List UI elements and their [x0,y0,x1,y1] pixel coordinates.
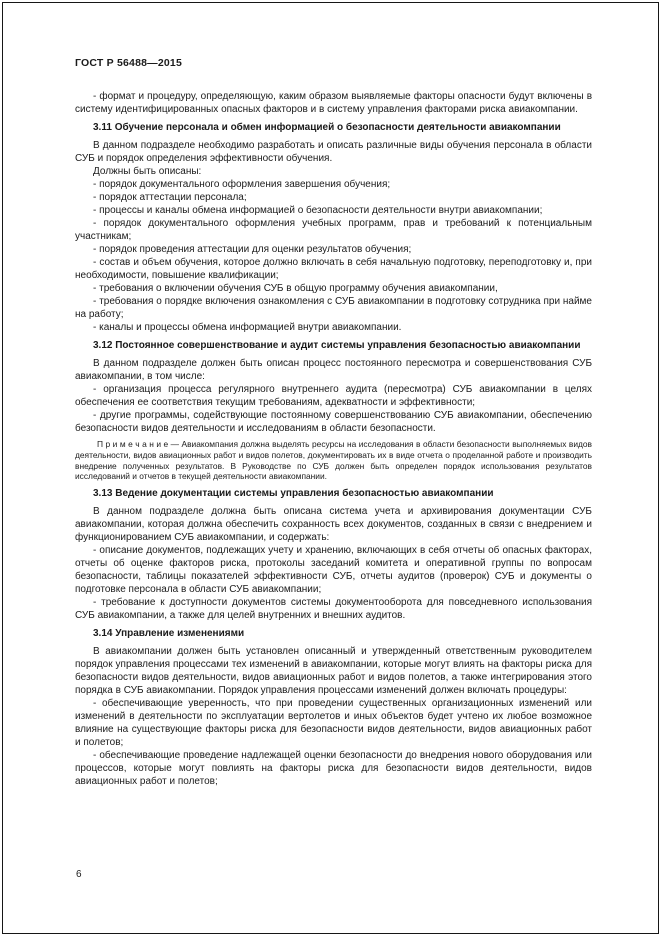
paragraph: - порядок документального оформления завершения обучения; [93,179,391,190]
section-heading: 3.11 Обучение персонала и обмен информацией о безопасности деятельности авиакомпании [93,122,561,133]
doc-number: ГОСТ Р 56488—2015 [75,57,183,69]
paragraph: - порядок документального оформления учебных программ, прав и требований к потенциальным участникам; [75,218,592,242]
paragraph: - организация процесса регулярного внутреннего аудита (пересмотра) СУБ авиакомпании в целях обеспечения ее соответствия текущим требованиям, адекватности и эффективности; [75,384,592,408]
paragraph: - требование к доступности документов системы документооборота для повседневного использования СУБ авиакомпании, а также для целей внутренних и внешних аудитов. [75,597,592,622]
section-heading: 3.13 Ведение документации системы управления безопасностью авиакомпании [93,488,494,500]
paragraph: - состав и объем обучения, которое должно включать в себя начальную подготовку, переподготовку и, при необходимости, повышение квалификации; [75,257,592,281]
paragraph: - формат и процедуру, определяющую, каким образом выявляемые факторы опасности будут включены в систему идентифицированных опасных факторов и в систему управления факторами риска авиакомпании. [75,91,592,115]
paragraph: - порядок аттестации персонала; [93,192,247,203]
section-heading: 3.12 Постоянное совершенствование и аудит системы управления безопасностью авиакомпании [93,340,581,351]
paragraph: В данном подразделе должна быть описана система учета и архивирования документации СУБ авиакомпании, которая должна обеспечить сохранность всех документов, созданных в связи с внедрением и функционированием СУБ авиакомпании, и содержать: [75,506,592,544]
paragraph: - обеспечивающие проведение надлежащей оценки безопасности до внедрения нового оборудования или процессов, которые могут повлиять на факторы риска для безопасности видов деятельности, видов авиационных работ и полетов; [75,750,592,788]
paragraph: - другие программы, содействующие постоянному совершенствованию СУБ авиакомпании, обеспечению безопасности видов деятельности и исследованиям в области безопасности. [75,410,592,434]
paragraph: Должны быть описаны: [93,166,202,177]
paragraph: - требования о включении обучения СУБ в общую программу обучения авиакомпании, [93,283,498,294]
section-heading: 3.14 Управление изменениями [93,628,245,640]
paragraph: В данном подразделе должен быть описан процесс постоянного пересмотра и совершенствования СУБ авиакомпании, в том числе: [75,358,592,382]
paragraph: - процессы и каналы обмена информацией о безопасности деятельности внутри авиакомпании; [93,205,543,216]
page-number: 6 [76,869,82,880]
paragraph: - каналы и процессы обмена информацией внутри авиакомпании. [93,322,402,333]
paragraph: - порядок проведения аттестации для оценки результатов обучения; [93,244,412,255]
paragraph: - обеспечивающие уверенность, что при проведении существенных организационных изменений или изменений в деятельности по эксплуатации вертолетов и иных объектов будет учтено их любое возможное влияние на существующие факторы риска для безопасности видов деятельности, видов авиационных работ и полетов; [75,698,592,749]
document-content [75,90,592,788]
note-paragraph: П р и м е ч а н и е — Авиакомпания должна выделять ресурсы на исследования в области безопасности выполняемых видов деятельности, видов авиационных работ и видов полетов, документировать их в виде отчета о проделанной работе и производить внедрение полученных результатов. В Руководстве по СУБ должен быть определен порядок использования результатов исследований и отчетов в текущей деятельности авиакомпании. [75,439,592,482]
paragraph: В данном подразделе необходимо разработать и описать различные виды обучения персонала в области СУБ и порядок определения эффективности обучения. [75,140,592,164]
paragraph: - описание документов, подлежащих учету и хранению, включающих в себя отчеты об опасных факторах, отчеты об оценке факторов риска, протоколы заседаний комитета и оперативной группы по вопросам безопасности, таблицы показателей эффективности СУБ, отчеты аудитов (проверок) СУБ и документы о подготовке персонала в области СУБ авиакомпании; [75,545,592,596]
paragraph: В авиакомпании должен быть установлен описанный и утвержденный ответственным руководителем порядок управления процессами тех изменений в авиакомпании, которые могут влиять на факторы риска для безопасности видов деятельности, видов авиационных работ и видов полетов, а также интегрирования этого порядка в СУБ авиакомпании. Порядок управления процессами изменений должен включать процедуры: [75,646,592,697]
paragraph: - требования о порядке включения ознакомления с СУБ авиакомпании в подготовку сотрудника при найме на работу; [75,296,592,320]
